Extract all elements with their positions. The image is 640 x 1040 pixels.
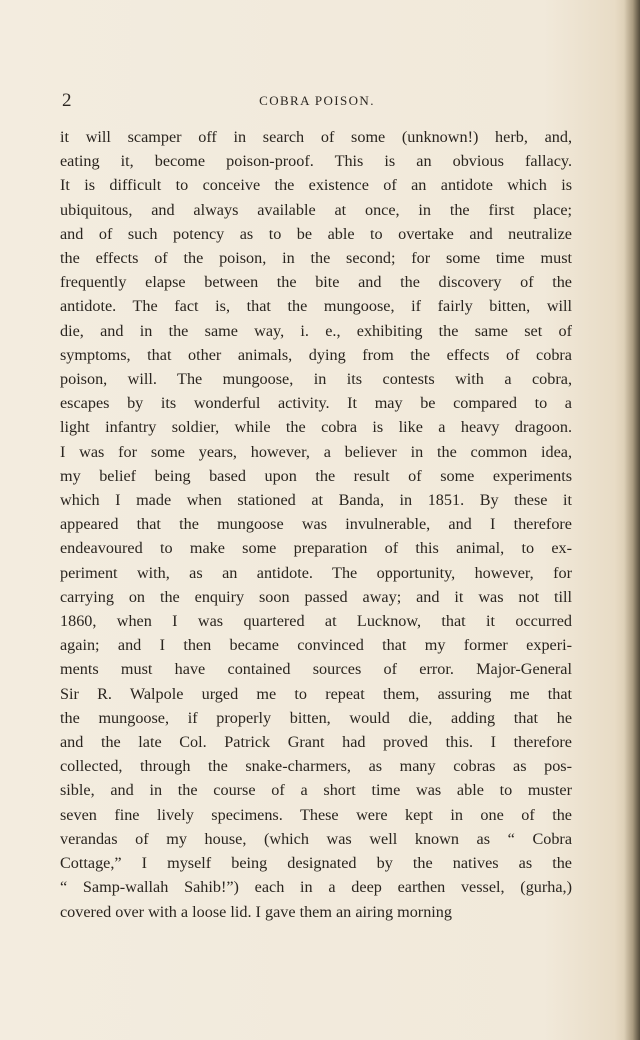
text-line: Sir R. Walpole urged me to repeat them, assuring me that [60, 684, 572, 703]
text-line: light infantry soldier, while the cobra is like a heavy dragoon. [60, 418, 572, 437]
text-line: antidote. The fact is, that the mungoose, if fairly bitten, will [60, 297, 572, 316]
text-line: endeavoured to make some preparation of this animal, to ex- [60, 539, 572, 558]
page-number: 2 [62, 90, 72, 111]
text-line: covered over with a loose lid. I gave them an airing morning [60, 902, 452, 921]
text-line: which I made when stationed at Banda, in 1851. By these it [60, 491, 572, 510]
text-line: ments must have contained sources of error. Major-General [60, 660, 572, 679]
text-line: carrying on the enquiry soon passed away; and it was not till [60, 587, 572, 606]
text-line: it will scamper off in search of some (unknown!) herb, and, [60, 128, 572, 146]
text-line: symptoms, that other animals, dying from the effects of cobra [60, 345, 572, 364]
text-line: Cottage,” I myself being designated by the natives as the [60, 854, 572, 873]
text-line: again; and I then became convinced that my former experi- [60, 636, 572, 655]
text-line: poison, will. The mungoose, in its contests with a cobra, [60, 370, 572, 389]
text-line: escapes by its wonderful activity. It may be compared to a [60, 394, 572, 413]
book-spine-shadow [624, 0, 640, 1040]
text-line: periment with, as an antidote. The opportunity, however, for [60, 563, 572, 582]
text-line: “ Samp-wallah Sahib!”) each in a deep earthen vessel, (gurha,) [60, 878, 572, 897]
text-line: 1860, when I was quartered at Lucknow, that it occurred [60, 612, 572, 631]
text-line: and the late Col. Patrick Grant had proved this. I therefore [60, 733, 572, 752]
text-line: verandas of my house, (which was well known as “ Cobra [60, 829, 572, 848]
text-line: the mungoose, if properly bitten, would die, adding that he [60, 708, 572, 727]
text-line: the effects of the poison, in the second; for some time must [60, 249, 572, 268]
text-line: eating it, become poison-proof. This is an obvious fallacy. [60, 152, 572, 171]
body-text [60, 125, 572, 924]
running-title: COBRA POISON. [259, 93, 375, 108]
text-line: It is difficult to conceive the existence of an antidote which is [60, 176, 572, 195]
page-header [62, 90, 572, 112]
text-line: sible, and in the course of a short time was able to muster [60, 781, 572, 800]
text-line: my belief being based upon the result of some experiments [60, 466, 572, 485]
text-line: I was for some years, however, a believer in the common idea, [60, 442, 572, 461]
text-line: collected, through the snake-charmers, as many cobras as pos- [60, 757, 572, 776]
text-line: appeared that the mungoose was invulnerable, and I therefore [60, 515, 572, 534]
text-line: die, and in the same way, i. e., exhibiting the same set of [60, 321, 572, 340]
text-line: and of such potency as to be able to overtake and neutralize [60, 224, 572, 243]
text-line: frequently elapse between the bite and the discovery of the [60, 273, 572, 292]
text-line: seven fine lively specimens. These were kept in one of the [60, 805, 572, 824]
text-line: ubiquitous, and always available at once, in the first place; [60, 200, 572, 219]
